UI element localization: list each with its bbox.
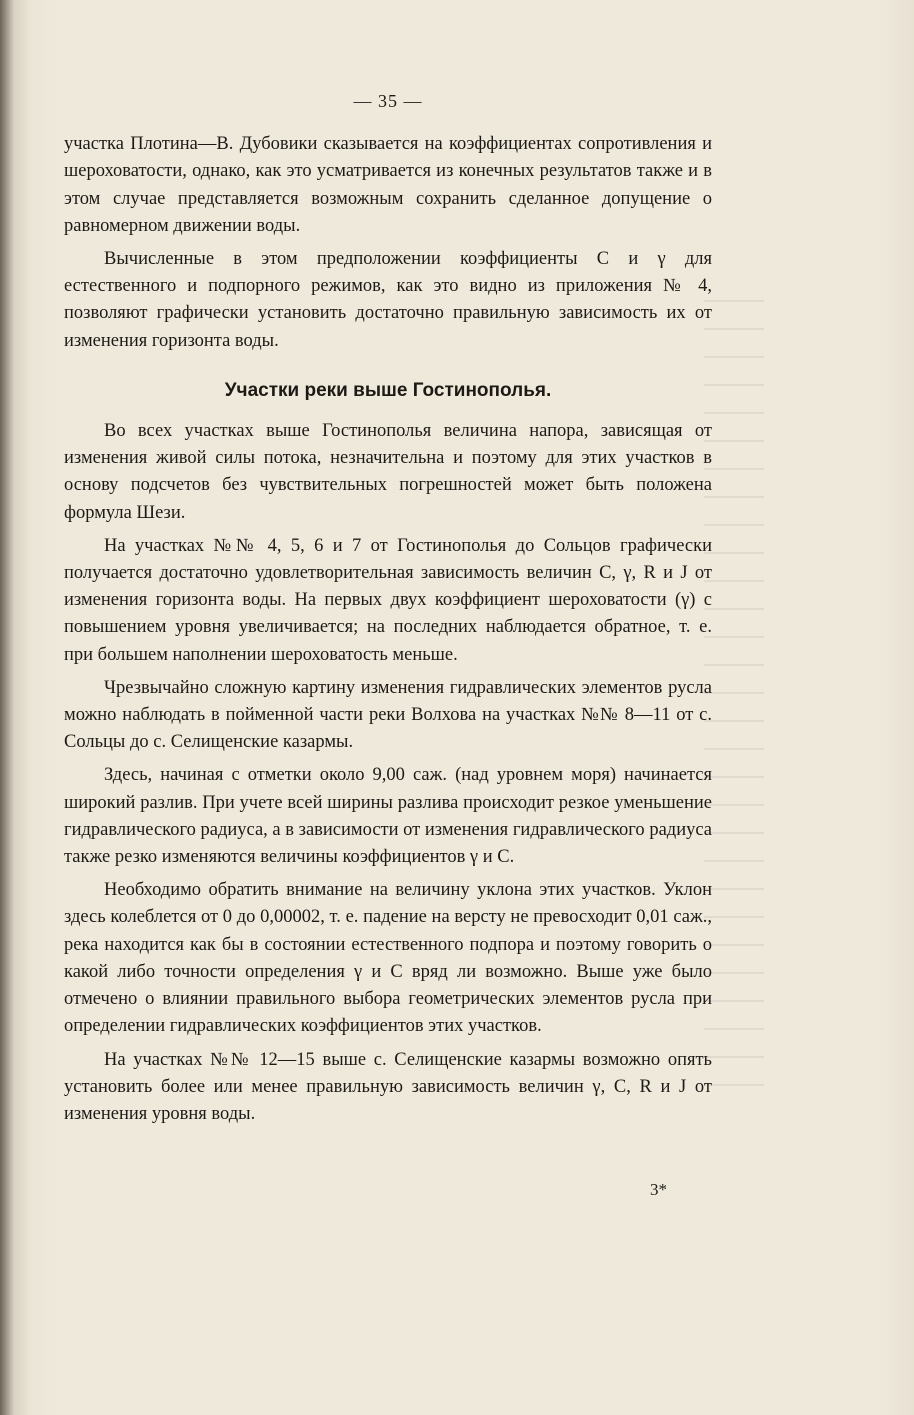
- paragraph: Здесь, начиная с отметки около 9,00 саж. (над уровнем моря) начинается широкий разлив. При учете всей ширины разлива происходит резкое уменьшение гидравлического радиуса, а в зависимости от изменения гидравлического радиуса также резко изменяются величины коэффициентов γ и C.: [64, 765, 712, 868]
- paragraph: Вычисленные в этом предположении коэффициенты C и γ для естественного и подпорного режимов, как это видно из приложения № 4, позволяют графически установить достаточно правильную зависимость их от изменения горизонта воды.: [64, 249, 712, 351]
- signature-mark: 3*: [650, 1180, 667, 1199]
- page-body: [64, 88, 712, 1134]
- paragraph: На участках №№ 4, 5, 6 и 7 от Гостинополья до Сольцов графически получается достаточно удовлетворительная зависимость величин C, γ, R и J от изменения горизонта воды. На первых двух коэффициент шероховатости (γ) с повышением уровня увеличивается; на последних наблюдается обратное, т. е. при большем наполнении шероховатость меньше.: [64, 535, 712, 665]
- paragraph: Чрезвычайно сложную картину изменения гидравлических элементов русла можно наблюдать в пойменной части реки Волхова на участках №№ 8—11 от с. Сольцы до с. Селищенские казармы.: [64, 677, 712, 753]
- paragraph: На участках №№ 12—15 выше с. Селищенские казармы возможно опять установить более или менее правильную зависимость величин γ, C, R и J от изменения уровня воды.: [64, 1049, 712, 1124]
- paragraph: участка Плотина—В. Дубовики сказывается на коэффициентах сопротивления и шероховатости, однако, как это усматривается из конечных результатов также и в этом случае представляется возможным сохранить сделанное допущение о равномерном движении воды.: [64, 134, 712, 236]
- paragraph: Необходимо обратить внимание на величину уклона этих участков. Уклон здесь колеблется от 0 до 0,00002, т. е. падение на версту не превосходит 0,01 саж., река находится как бы в состоянии естественного подпора и поэтому говорить о какой либо точности определения γ и C вряд ли возможно. Выше уже было отмечено о влиянии правильного выбора геометрических элементов русла при определении гидравлических коэффициентов этих участков.: [64, 880, 712, 1037]
- bleed-through: [704, 300, 764, 1100]
- page-number: — 35 —: [353, 91, 423, 111]
- paragraph: Во всех участках выше Гостинополья величина напора, зависящая от изменения живой силы потока, незначительна и поэтому для этих участков в основу подсчетов без чувствительных погрешностей может быть положена формула Шези.: [64, 421, 712, 523]
- section-heading: Участки реки выше Гостинополья.: [224, 379, 552, 401]
